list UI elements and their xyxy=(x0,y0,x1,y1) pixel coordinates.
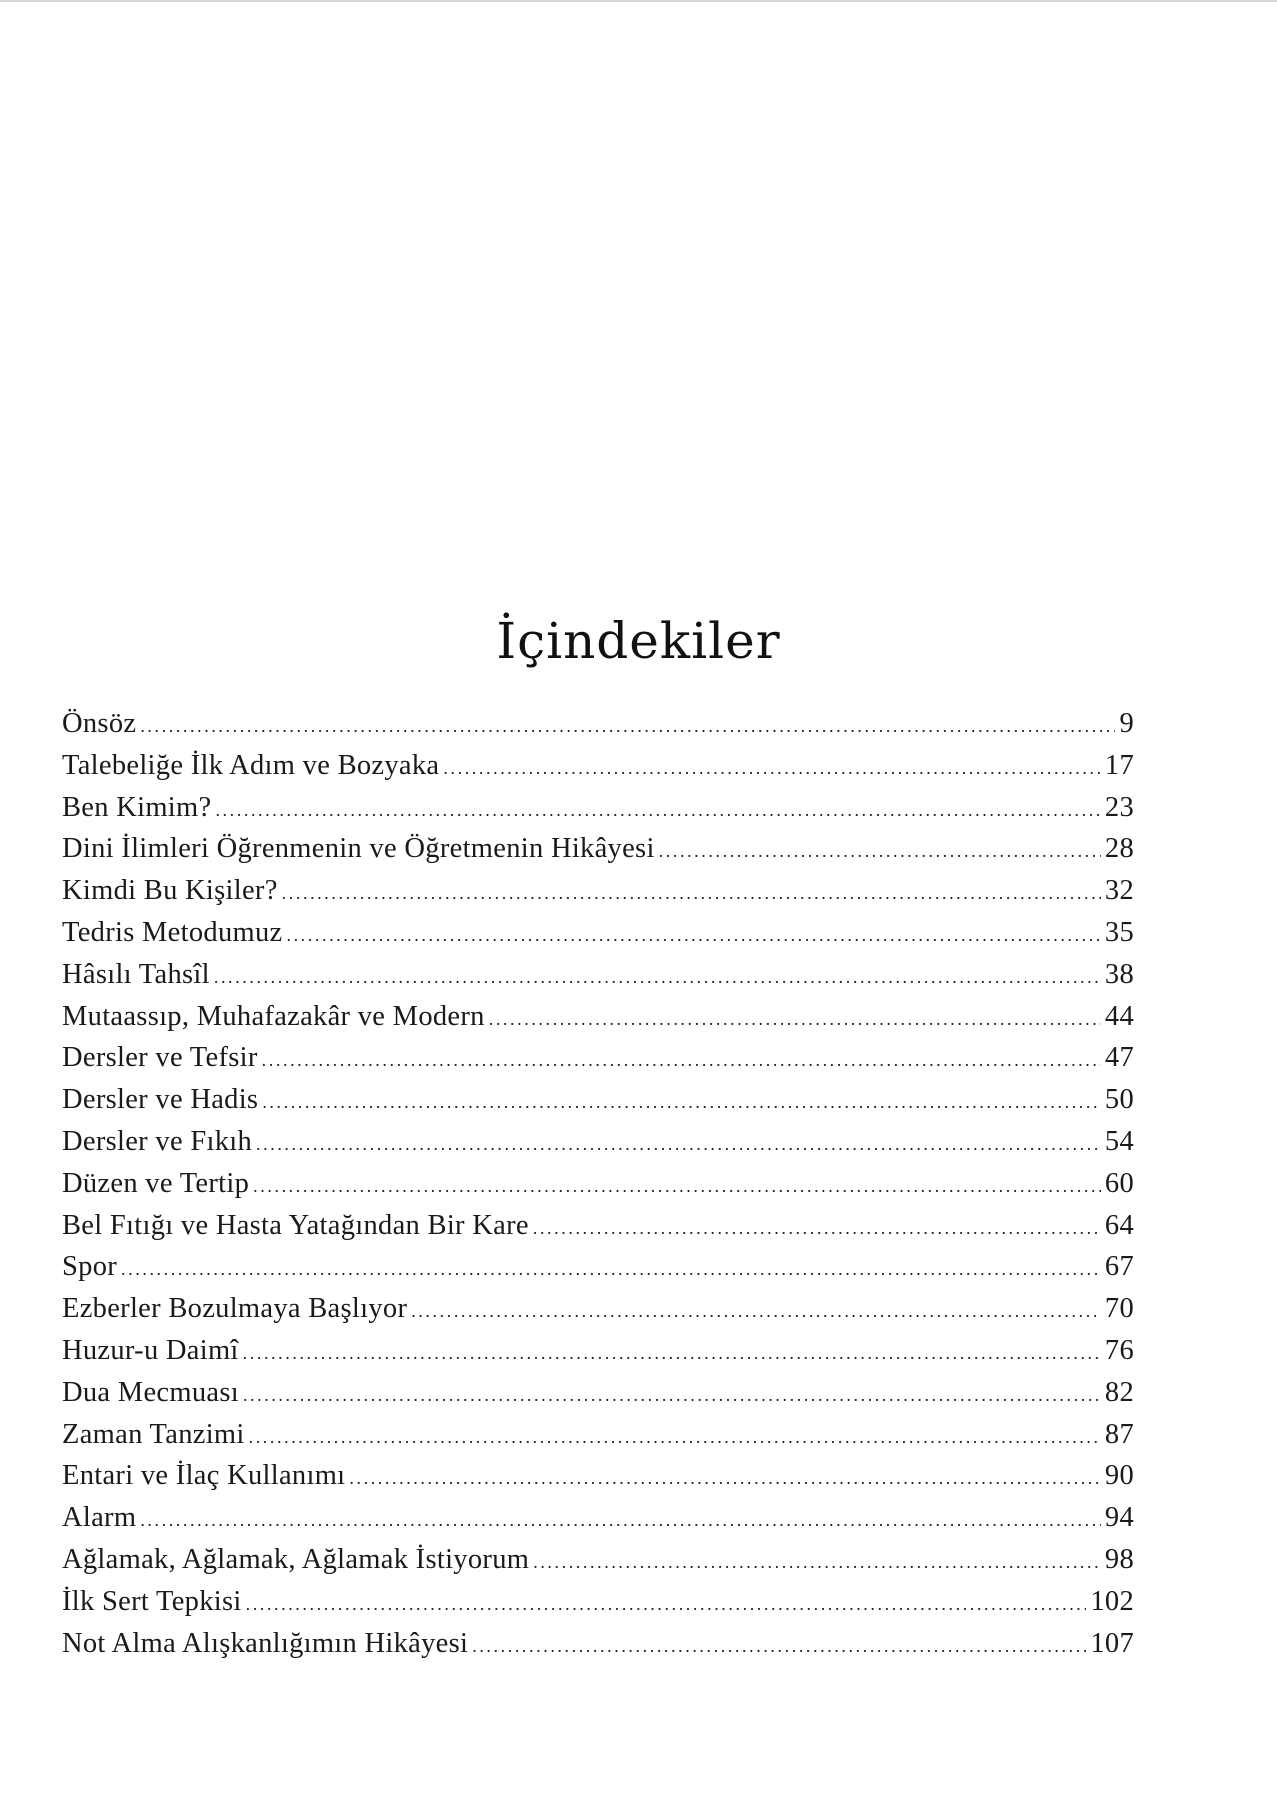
toc-entry-page-number: 64 xyxy=(1104,1209,1134,1241)
dot-leader xyxy=(249,1427,1101,1448)
dot-leader xyxy=(533,1218,1101,1239)
dot-leader xyxy=(286,925,1100,946)
toc-entry[interactable] xyxy=(62,1251,1134,1293)
toc-entry[interactable] xyxy=(62,1001,1134,1043)
dot-leader xyxy=(533,1552,1101,1573)
toc-entry-page-number: 102 xyxy=(1090,1585,1134,1617)
toc-entry-title: Ben Kimim? xyxy=(62,791,212,823)
toc-entry[interactable] xyxy=(62,1460,1134,1502)
toc-entry[interactable] xyxy=(62,1586,1134,1628)
dot-leader xyxy=(243,1343,1101,1364)
toc-entry-page-number: 28 xyxy=(1104,833,1134,865)
dot-leader xyxy=(659,841,1101,862)
toc-entry[interactable] xyxy=(62,792,1134,834)
toc-entry-page-number: 17 xyxy=(1104,749,1134,781)
page-title: İçindekiler xyxy=(496,612,781,670)
toc-entry-page-number: 67 xyxy=(1104,1251,1134,1283)
toc-entry-page-number: 107 xyxy=(1090,1627,1134,1659)
toc-entry-title: Dersler ve Tefsir xyxy=(62,1042,258,1074)
toc-entry-title: Spor xyxy=(62,1251,118,1283)
toc-entry[interactable] xyxy=(62,1419,1134,1461)
dot-leader xyxy=(140,1510,1101,1531)
toc-entry-title: Entari ve İlaç Kullanımı xyxy=(62,1460,346,1492)
dot-leader xyxy=(253,1176,1101,1197)
toc-entry-page-number: 70 xyxy=(1104,1293,1134,1325)
toc-entry[interactable] xyxy=(62,917,1134,959)
toc-entry-title: Dua Mecmuası xyxy=(62,1376,239,1408)
toc-entry-title: Huzur-u Daimî xyxy=(62,1334,239,1366)
toc-entry-page-number: 94 xyxy=(1104,1502,1134,1534)
toc-entry-page-number: 76 xyxy=(1104,1334,1134,1366)
toc-entry-title: Ağlamak, Ağlamak, Ağlamak İstiyorum xyxy=(62,1543,530,1575)
toc-entry[interactable] xyxy=(62,1168,1134,1210)
dot-leader xyxy=(243,1385,1101,1406)
toc-entry-page-number: 87 xyxy=(1104,1418,1134,1450)
toc-entry-page-number: 47 xyxy=(1104,1042,1134,1074)
toc-entry-title: Talebeliğe İlk Adım ve Bozyaka xyxy=(62,749,440,781)
dot-leader xyxy=(215,800,1100,821)
toc-entry-title: Mutaassıp, Muhafazakâr ve Modern xyxy=(62,1000,485,1032)
dot-leader xyxy=(349,1468,1100,1489)
toc-entry-title: Hâsılı Tahsîl xyxy=(62,958,210,990)
toc-entry-title: Önsöz xyxy=(62,708,137,739)
toc-entry-title: Alarm xyxy=(62,1502,137,1534)
dot-leader xyxy=(443,758,1101,779)
toc-entry-page-number: 35 xyxy=(1104,916,1134,948)
toc-entry[interactable] xyxy=(62,1293,1134,1335)
page-edge xyxy=(0,0,1277,2)
toc-entry[interactable] xyxy=(62,875,1134,917)
toc-entry-title: Tedris Metodumuz xyxy=(62,916,283,948)
dot-leader xyxy=(246,1594,1087,1615)
toc-entry-page-number: 44 xyxy=(1104,1000,1134,1032)
toc-entry[interactable] xyxy=(62,959,1134,1001)
toc-entry-page-number: 9 xyxy=(1119,708,1134,739)
dot-leader xyxy=(489,1009,1101,1030)
toc-entry[interactable] xyxy=(62,1377,1134,1419)
toc-entry[interactable] xyxy=(62,1084,1134,1126)
dot-leader xyxy=(256,1134,1101,1155)
toc-entry-title: Dini İlimleri Öğrenmenin ve Öğretmenin Hikâyesi xyxy=(62,833,655,865)
toc-entry[interactable] xyxy=(62,1126,1134,1168)
dot-leader xyxy=(214,967,1101,988)
toc-entry-title: Kimdi Bu Kişiler? xyxy=(62,875,278,907)
toc-entry-page-number: 82 xyxy=(1104,1376,1134,1408)
toc-entry-title: İlk Sert Tepkisi xyxy=(62,1585,242,1617)
toc-entry-title: Ezberler Bozulmaya Başlıyor xyxy=(62,1293,408,1325)
toc-entry[interactable] xyxy=(62,1210,1134,1252)
dot-leader xyxy=(262,1092,1101,1113)
dot-leader xyxy=(411,1301,1101,1322)
toc-entry-page-number: 32 xyxy=(1104,875,1134,907)
toc-entry[interactable] xyxy=(62,750,1134,792)
toc-entry[interactable] xyxy=(62,1544,1134,1586)
dot-leader xyxy=(472,1636,1086,1657)
toc-entry-page-number: 23 xyxy=(1104,791,1134,823)
toc-entry-title: Not Alma Alışkanlığımın Hikâyesi xyxy=(62,1627,469,1659)
toc-entry[interactable] xyxy=(62,708,1134,750)
toc-entry[interactable] xyxy=(62,1628,1134,1670)
dot-leader xyxy=(262,1050,1101,1071)
toc-entry-title: Zaman Tanzimi xyxy=(62,1418,245,1450)
dot-leader xyxy=(121,1259,1101,1280)
toc-entry-title: Bel Fıtığı ve Hasta Yatağından Bir Kare xyxy=(62,1209,529,1241)
table-of-contents xyxy=(62,708,1134,1669)
dot-leader xyxy=(140,716,1115,737)
toc-entry[interactable] xyxy=(62,1042,1134,1084)
toc-entry-page-number: 98 xyxy=(1104,1543,1134,1575)
toc-entry-page-number: 50 xyxy=(1104,1084,1134,1116)
toc-entry-page-number: 60 xyxy=(1104,1167,1134,1199)
toc-entry-page-number: 54 xyxy=(1104,1125,1134,1157)
toc-entry[interactable] xyxy=(62,1502,1134,1544)
toc-entry-title: Dersler ve Fıkıh xyxy=(62,1125,253,1157)
toc-entry[interactable] xyxy=(62,833,1134,875)
toc-entry-page-number: 38 xyxy=(1104,958,1134,990)
toc-entry[interactable] xyxy=(62,1335,1134,1377)
toc-entry-page-number: 90 xyxy=(1104,1460,1134,1492)
toc-entry-title: Dersler ve Hadis xyxy=(62,1084,259,1116)
toc-entry-title: Düzen ve Tertip xyxy=(62,1167,250,1199)
dot-leader xyxy=(282,883,1101,904)
